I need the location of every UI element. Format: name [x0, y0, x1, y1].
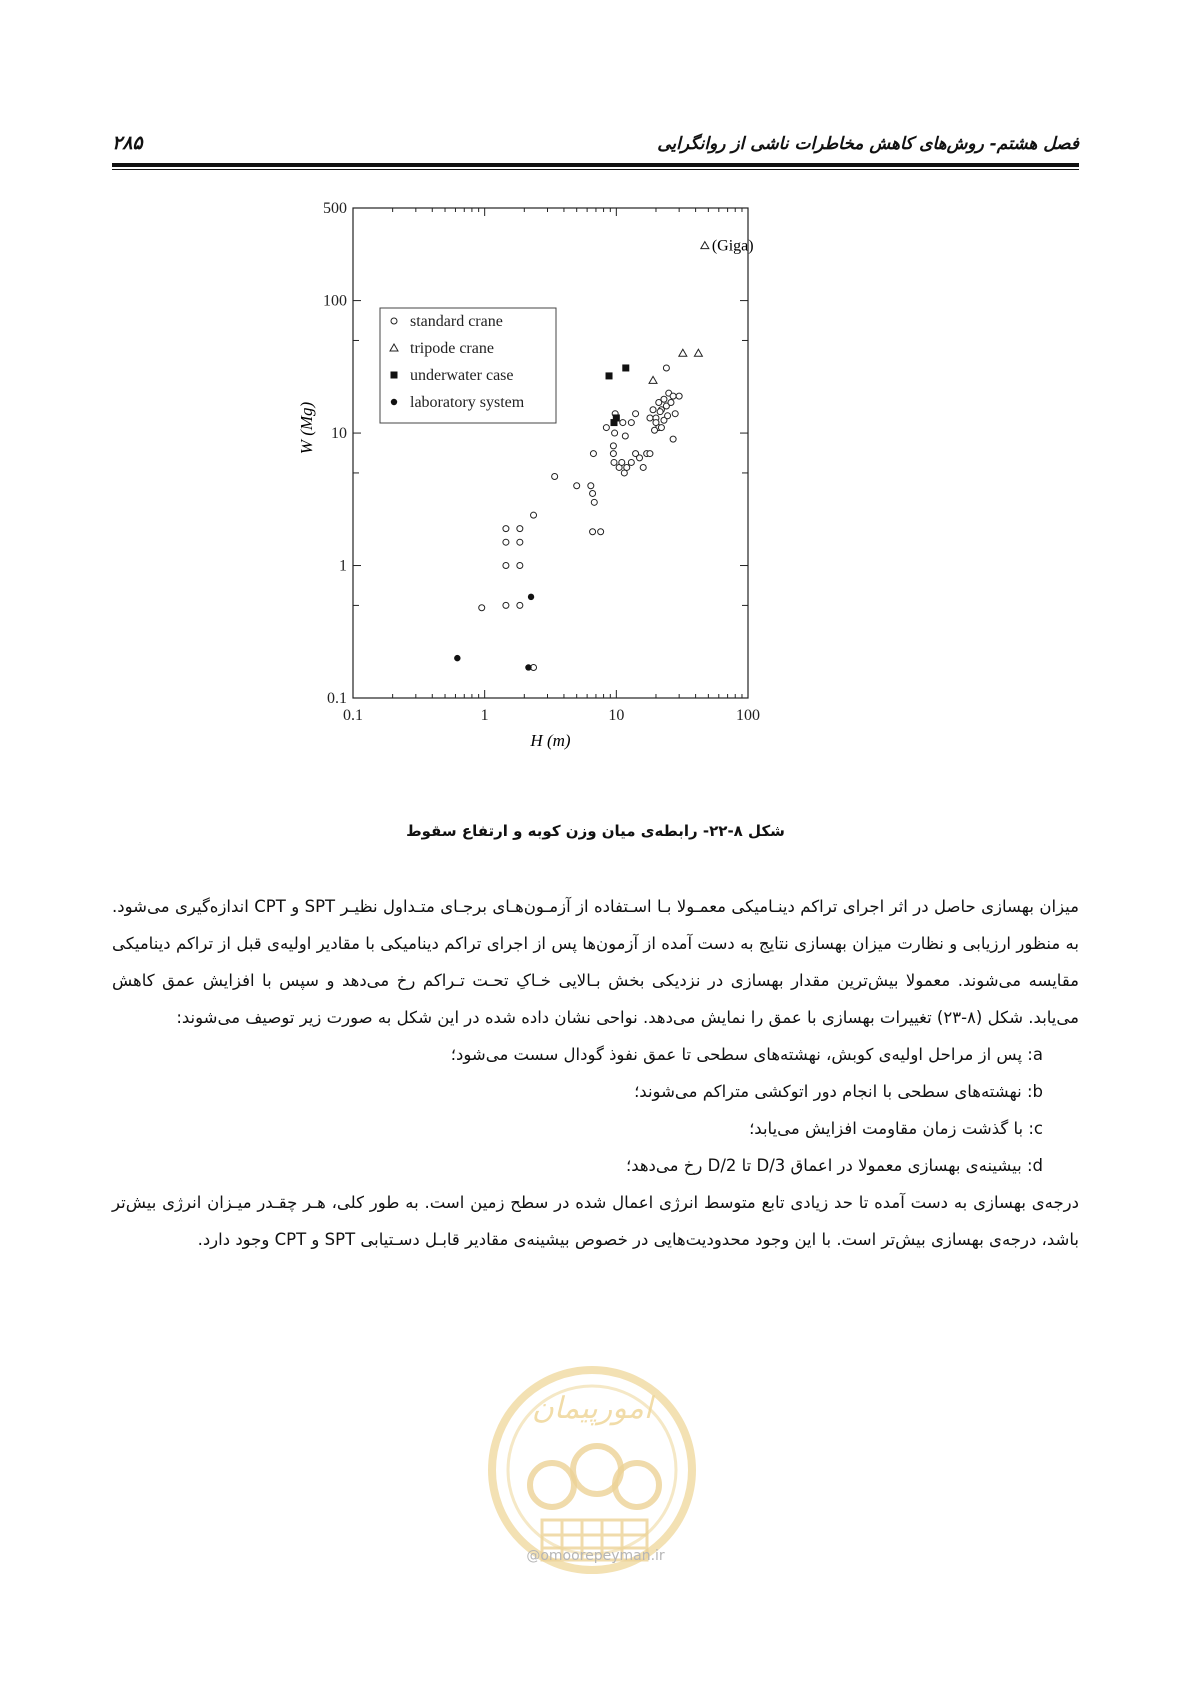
data-point-open-circle: [628, 420, 634, 426]
legend-marker-open-circle: [391, 318, 397, 324]
data-point-open-circle: [637, 455, 643, 461]
data-point-open-triangle: [694, 349, 702, 356]
y-tick-label: 10: [331, 425, 347, 443]
list-item-c: c: با گذشت زمان مقاومت افزایش می‌یابد؛: [749, 1119, 1043, 1138]
data-point-open-circle: [647, 415, 653, 421]
paragraph-2: درجه‌ی بهسازی به دست آمده تا حد زیادی تابع متوسط انرژی اعمال شده در سطح زمین است. به طور کلی، هـر چقـدر میـزان انرژی بیش‌تر باشد، درجه‌ی بهسازی بیش‌تر است. با این وجود محدودیت‌هایی در خصوص بیشینه‌ی مقادیر قابـل دسـتیابی SPT و CPT وجود دارد.: [112, 1193, 1079, 1249]
data-point-open-circle: [670, 436, 676, 442]
legend-marker-filled-circle: [391, 399, 397, 405]
chapter-title: فصل هشتم- روش‌های کاهش مخاطرات ناشی از روانگرایی: [657, 134, 1079, 154]
data-point-open-circle: [622, 433, 628, 439]
data-point-open-triangle: [649, 376, 657, 383]
data-point-open-circle: [663, 365, 669, 371]
data-point-open-circle: [591, 499, 597, 505]
x-axis-label: H (m): [530, 731, 571, 750]
y-axis-label: W (Mg): [297, 401, 316, 455]
y-tick-label: 500: [323, 200, 347, 217]
x-tick-label: 1: [480, 707, 489, 724]
axis-ticks: [353, 208, 748, 698]
data-point-open-circle: [517, 526, 523, 532]
y-tick-label: 100: [323, 292, 347, 310]
data-point-open-circle: [676, 393, 682, 399]
data-point-open-circle: [640, 464, 646, 470]
data-points: [454, 242, 709, 671]
data-point-open-circle: [619, 459, 625, 465]
legend-label: underwater case: [410, 367, 514, 384]
data-point-open-circle: [610, 443, 616, 449]
data-point-open-circle: [531, 512, 537, 518]
data-point-open-circle: [620, 420, 626, 426]
data-point-open-circle: [517, 539, 523, 545]
data-point-open-circle: [624, 464, 630, 470]
data-point-open-circle: [574, 483, 580, 489]
legend-label: standard crane: [410, 313, 503, 330]
data-point-filled-circle: [454, 655, 460, 661]
data-point-filled-circle: [525, 664, 531, 670]
data-point-open-circle: [503, 563, 509, 569]
x-tick-label: 100: [736, 707, 760, 724]
header-rule-thin: [112, 169, 1079, 170]
legend: [380, 308, 556, 423]
plot-frame: [353, 208, 748, 698]
data-point-filled-square: [622, 364, 629, 371]
paragraph-1: میزان بهسازی حاصل در اثر اجرای تراکم دینـامیکی معمـولا بـا اسـتفاده از آزمـون‌هـای برجـای متـداول نظیـر SPT و CPT اندازه‌گیری می‌شود. به منظور ارزیابی و نظارت میزان بهسازی نتایج به دست آمده از آزمون‌ها پس از اجرای تراکم دینامیکی با مقادیر اولیه‌ی قبل از تراکم دینامیکی مقایسه می‌شوند. معمولا بیش‌ترین مقدار بهسازی در نزدیکی بخش بـالایی خـاکِ تحـت تـراکم رخ می‌دهد و سپس با افزایش عمق کاهش می‌یابد. شکل (۸-۲۳) تغییرات بهسازی با عمق را نمایش می‌دهد. نواحی نشان داده شده در این شکل به صورت زیر توصیف می‌شوند:: [112, 897, 1080, 1027]
x-tick-label: 10: [608, 707, 625, 724]
tick-labels: [323, 200, 760, 724]
page-number: ۲۸۵: [112, 132, 143, 154]
legend-label: laboratory system: [410, 394, 525, 411]
data-point-open-circle: [647, 451, 653, 457]
data-point-open-circle: [611, 459, 617, 465]
data-point-filled-circle: [528, 594, 534, 600]
data-point-open-circle: [517, 563, 523, 569]
data-point-open-circle: [633, 411, 639, 417]
data-point-open-triangle: [679, 349, 687, 356]
data-point-open-circle: [658, 425, 664, 431]
data-point-open-circle: [650, 407, 656, 413]
data-point-filled-square: [613, 414, 620, 421]
data-point-open-circle: [552, 473, 558, 479]
data-point-open-circle: [665, 413, 671, 419]
data-point-open-circle: [672, 411, 678, 417]
data-point-open-circle: [653, 420, 659, 426]
data-point-open-circle: [628, 459, 634, 465]
data-point-open-circle: [603, 425, 609, 431]
data-point-open-circle: [610, 451, 616, 457]
data-point-open-circle: [479, 605, 485, 611]
y-tick-label: 0.1: [327, 690, 347, 707]
data-point-open-circle: [598, 529, 604, 535]
figure-caption: شکل ۸-۲۲- رابطه‌ی میان وزن کوبه و ارتفاع سقوط: [406, 822, 785, 840]
data-point-filled-square: [606, 372, 613, 379]
data-point-open-circle: [503, 602, 509, 608]
giga-annotation: (Giga): [711, 237, 754, 255]
data-point-open-circle: [517, 602, 523, 608]
data-point-open-circle: [668, 400, 674, 406]
plot-border: [353, 208, 748, 698]
scatter-chart: [297, 200, 780, 765]
page-header: [112, 128, 1079, 162]
data-point-open-circle: [503, 539, 509, 545]
list-item-a: a: پس از مراحل اولیه‌ی کوبش، نهشته‌های سطحی تا عمق نفوذ گودال سست می‌شود؛: [450, 1045, 1043, 1064]
data-point-open-circle: [657, 409, 663, 415]
data-point-open-circle: [503, 526, 509, 532]
data-point-open-circle: [670, 393, 676, 399]
data-point-open-circle: [652, 427, 658, 433]
y-tick-label: 1: [339, 557, 347, 575]
legend-label: tripode crane: [410, 340, 494, 357]
data-point-open-circle: [590, 451, 596, 457]
list-item-d: d: بیشینه‌ی بهسازی معمولا در اعماق D/3 تا D/2 رخ می‌دهد؛: [625, 1156, 1043, 1175]
x-tick-label: 0.1: [343, 707, 363, 724]
data-point-open-circle: [590, 490, 596, 496]
data-point-open-circle: [590, 529, 596, 535]
data-point-open-circle: [612, 430, 618, 436]
data-point-open-circle: [661, 396, 667, 402]
legend-marker-filled-square: [391, 372, 398, 379]
watermark-site: @omoorepeyman.ir: [526, 1548, 665, 1564]
list-item-b: b: نهشته‌های سطحی با انجام دور اتوکشی متراکم می‌شوند؛: [634, 1082, 1043, 1101]
data-point-open-circle: [588, 483, 594, 489]
body-text: [112, 888, 1079, 1258]
data-point-open-triangle: [701, 242, 709, 249]
header-rule-thick: [112, 163, 1079, 167]
watermark-logo-text: امورپیمان: [531, 1391, 653, 1426]
